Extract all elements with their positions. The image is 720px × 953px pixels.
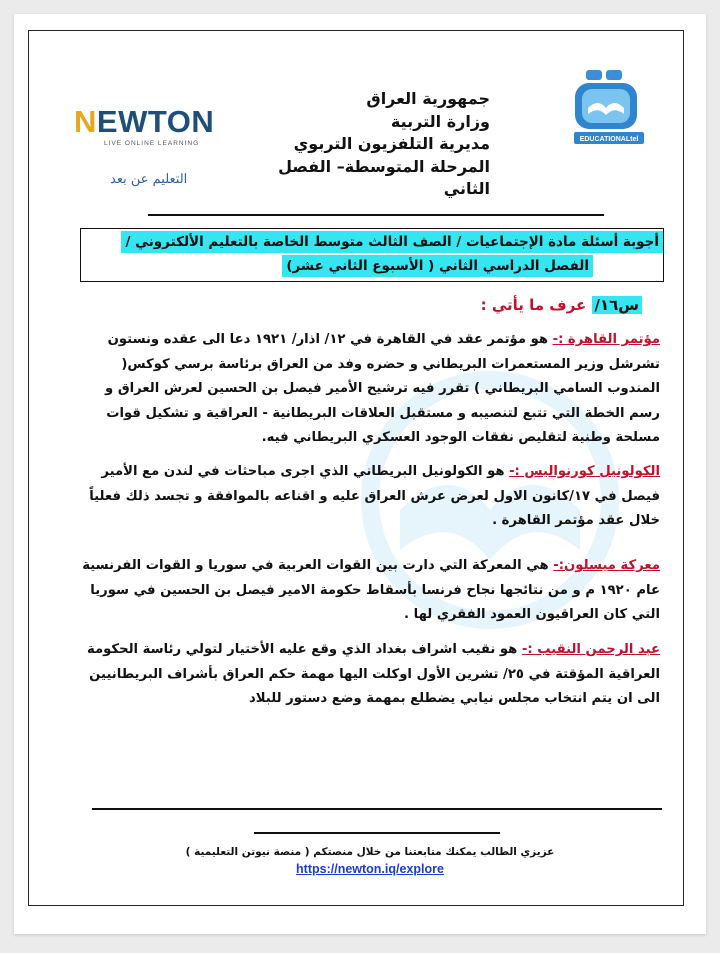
- answer-text: هو مؤتمر عقد في القاهرة في ١٢/ اذار/ ١٩٢١ دعا الى عقده ونستون تشرشل وزير المستعمرات البريطاني و حضره وفد من العراق برئاسة برسي كوكس( المندوب السامي البريطاني ) تقرر فيه ترشيح الأمير فيصل بن الحسين لعرش العراق و رسم الخطة التي تتبع لتنصيبه و مستقبل العلاقات البريطانية - العراقية و تشكيل قوات مسلحة وطنية لتقليص نفقات الوجود العسكري البريطاني فيه.: [105, 332, 660, 445]
- answer-text: هو الكولونيل البريطاني الذي اجرى مباحثات في لندن مع الأمير فيصل في ١٧/كانون الاول لعرض عرش العراق عليه و اقناعه بالموافقة و تجسد ذلك فعلياً خلال عقد مؤتمر القاهرة .: [89, 464, 660, 528]
- answer-term: معركة ميسلون:-: [553, 558, 660, 573]
- logo-block-right-icon: [606, 70, 622, 80]
- document-header: [230, 88, 490, 201]
- footer-short-divider: [254, 832, 500, 834]
- logo-block-left-icon: [586, 70, 602, 80]
- title-line-2: الفصل الدراسي الثاني ( الأسبوع الثاني عشر): [282, 255, 593, 277]
- answer-naqib: [74, 638, 660, 712]
- newton-logo: [74, 106, 224, 152]
- answer-text: هو نقيب اشراف بغداد الذي وقع عليه الأختيار لتولي رئاسة الحكومة العراقية المؤقتة في ٢٥/ تشرين الأول اوكلت اليها مهمة حكم العراق بأشراف البريطانيين الى ان يتم انتخاب مجلس نيابي يضطلع بمهمة وضع دستور للبلاد: [86, 642, 660, 706]
- republic-title: جمهورية العراق: [366, 89, 490, 108]
- newton-initial: N: [74, 104, 97, 139]
- answer-text: هي المعركة التي دارت بين القوات العربية في سوريا و القوات الفرنسية عام ١٩٢٠ م و من نتائجها نجاح فرنسا بأسقاط حكومة الامير فيصل بن الحسين في سوريا التي كان العراقيون العمود الفقري لها .: [82, 558, 660, 622]
- answer-term: مؤتمر القاهرة :-: [552, 332, 660, 347]
- footer-divider: [92, 808, 662, 810]
- question-text: عرف ما يأتي :: [480, 296, 592, 314]
- newton-rest: EWTON: [96, 104, 215, 139]
- directorate-title: مديرية التلفزيون التربوي: [293, 134, 490, 153]
- question-number: س١٦/: [592, 296, 643, 314]
- answer-cornwallis: [74, 460, 660, 534]
- stage-title: المرحلة المتوسطة– الفصل الثاني: [278, 156, 490, 198]
- remote-learning-label: التعليم عن بعد: [110, 172, 188, 187]
- newton-wordmark: [74, 106, 224, 138]
- title-line-1: أجوبة أسئلة مادة الإجتماعيات / الصف الثالث متوسط الخاصة بالتعليم الألكتروني /: [121, 231, 663, 253]
- footer-link[interactable]: https://newton.iq/explore: [296, 862, 444, 876]
- edu-logo-text: EDUCATIONALtel: [579, 136, 639, 143]
- title-box: [80, 228, 664, 282]
- question-heading: [481, 296, 642, 314]
- answer-maysalun: [74, 554, 660, 628]
- header-divider: [148, 214, 604, 216]
- newton-tagline: LIVE ONLINE LEARNING: [104, 140, 200, 147]
- answer-term: الكولونيل كورنواليس :-: [509, 464, 660, 479]
- answer-term: عبد الرحمن النقيب :-: [521, 642, 660, 657]
- educational-tv-logo: [572, 68, 658, 154]
- answer-cairo-conference: [74, 328, 660, 451]
- footer-note: عزيزي الطالب يمكنك متابعتنا من خلال منصتكم ( منصة نيوتن التعليمية ): [185, 846, 555, 858]
- ministry-title: وزارة التربية: [390, 111, 490, 131]
